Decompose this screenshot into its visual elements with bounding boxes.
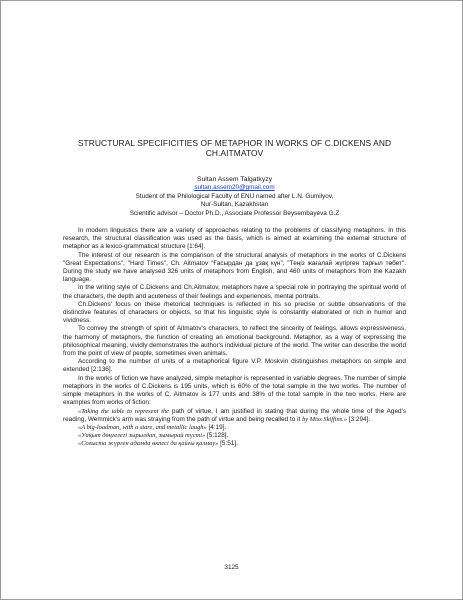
author-email-link[interactable]: sultan.assem20@gmail.com (194, 184, 275, 192)
example-2-ref: [4:19]. (206, 423, 227, 431)
example-3-ref: [5:128]. (205, 432, 229, 440)
author-block (63, 176, 406, 218)
example-1-quote: «Taking the table to represent the (78, 407, 170, 415)
example-4-quote: «Соғыста жүрген адамда өкпесі да қайғы қалмау» (78, 440, 219, 448)
example-4 (63, 440, 406, 448)
example-1-text: path of virtue, I am justified in stating that during the whole time of the Aged's reading, Wemmick's arm was straying from the path of virtue and being recalled to it (63, 407, 407, 423)
example-2-quote: «A big-loadman, with a stare, and metallic laugh» (78, 423, 207, 431)
paper-content (63, 138, 406, 449)
example-1-quote-end: by Miss Skiffins.» (302, 415, 348, 423)
paragraph-2: The interest of our research is the comparison of the structural analysis of metaphors in the works of C.Dickens "Great Expectations", "Hard Times", Ch. Aitmatov "Ғасырдан да ұзақ күн", "Теңіз жағалай жүгірген тарғыл төбет". During the study we have analysed 326 units of metaphors from English, and 460 units of metaphors from the Kazakh language. (63, 251, 406, 284)
affiliation-line-1: Student of the Philological Faculty of ENU named after L.N. Gumilyov, (135, 192, 334, 200)
paragraph-4: Ch.Dickens' focus on these rhetorical techniques is reflected in his so precise or subtle observations of the distinctive features of characters or objects, so that his linguistic style is constantly elaborated or rich in humor and vividness. (63, 300, 406, 325)
example-3-quote: «Уақыт дөңгелегі зырылдап, зымырай түсті» (78, 432, 206, 440)
paragraph-5: To convey the strength of spirit of Aitmatov's characters, to reflect the sincerity of feelings, allows expressiveness, the harmony of metaphors, the function of creating an emotional background. Metaphor, as a way of expressing the philosophical meaning, vividly demonstrates the author's individual picture of the world. The writer can describe the world from the point of view of people, sometimes even animals. (63, 325, 406, 358)
example-2 (63, 424, 406, 432)
paper-title: STRUCTURAL SPECIFICITIES OF METAPHOR IN WORKS OF C.DICKENS AND CH.AITMATOV (77, 138, 392, 158)
paper-body (63, 227, 406, 448)
paragraph-3: In the writing style of C.Dickens and Ch.Aitmatov, metaphors have a special role in portraying the spiritual world of the characters, the depth and acuteness of their feelings and experiences, mental portraits. (63, 284, 406, 300)
example-1 (63, 408, 406, 424)
affiliation-line-2: Nur-Sultan, Kazakhstan (200, 201, 269, 209)
example-4-ref: [5:51]. (218, 440, 238, 448)
example-3 (63, 432, 406, 440)
example-1-ref: [3:294]. (347, 415, 371, 423)
paragraph-7: In the works of fiction we have analyzed, simple metaphor is represented in variable degrees. The number of simple metaphors in the works of C.Dickens is 195 units, which is 60% of the total sample in the two works. The number of simple metaphors in the works of C. Aitmatov is 177 units and 38% of the total sample in the two works. Here are examples from works of fiction: (63, 374, 406, 407)
paragraph-6: According to the number of units of a metaphorical figure V.P. Moskvin distinguishes metaphors on simple and extended [2:136]. (63, 358, 406, 374)
paragraph-1: In modern linguistics there are a variety of approaches relating to the problems of classifying metaphors. In this research, the structural classification was used as the basis, which is aimed at examining the external structure of metaphor as a lexico-grammatical structure [1:64]. (63, 227, 406, 251)
author-name: Sultan Assem Talgatkyzy (196, 176, 273, 183)
page-number: 3125 (224, 564, 239, 571)
scientific-advisor: Scientific advisor – Doctor Ph.D., Associate Professor Beysembayeva G.Z (129, 209, 340, 217)
